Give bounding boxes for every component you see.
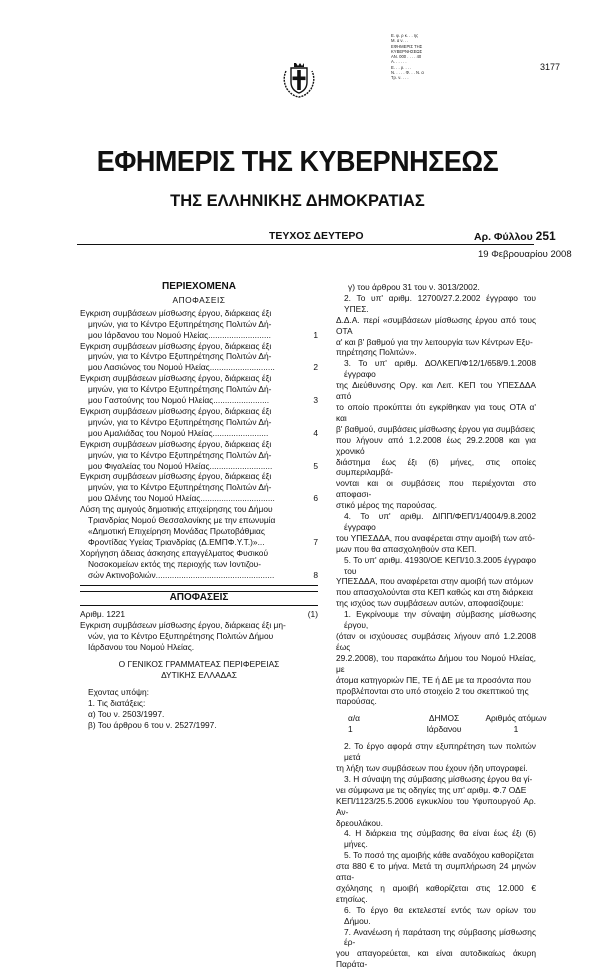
stamp-line: ΑΝ. 000 . . . . 40 bbox=[391, 54, 422, 60]
paragraph bbox=[336, 741, 536, 774]
toc-entry-line: «Δημοτική Επιχείρηση Μονάδας Πρωτοβάθμιας bbox=[88, 525, 265, 536]
paragraph bbox=[336, 293, 536, 358]
issue-date: 19 Φεβρουαρίου 2008 bbox=[478, 249, 572, 260]
toc-entry-line: μηνών, για το Κέντρο Εξυπηρέτησης Πολιτών Δή- bbox=[88, 482, 272, 493]
toc-entry-line: Λύση της αμιγούς δημοτικής επιχείρησης του Δήμου bbox=[80, 504, 273, 515]
paragraph bbox=[336, 511, 536, 555]
toc-page-number: 7 bbox=[313, 536, 318, 547]
toc-entry-line: Εγκριση συμβάσεων μίσθωσης έργου, διάρκειας έξι bbox=[80, 373, 272, 384]
toc-entry bbox=[80, 439, 318, 472]
paragraph-line: (όταν οι ισχύουσες συμβάσεις λήγουν από 1.2.2008 έως bbox=[336, 631, 536, 652]
toc-entry-line: Χορήγηση άδειας άσκησης επαγγέλματος Φυσικού bbox=[80, 547, 269, 558]
provisions-list bbox=[80, 698, 318, 731]
toc-entry bbox=[80, 341, 318, 374]
toc-entry-line: μηνών, για το Κέντρο Εξυπηρέτησης Πολιτών Δή- bbox=[88, 384, 272, 395]
contents-heading: ΠΕΡΙΕΧΟΜΕΝΑ bbox=[162, 281, 236, 292]
toc-entry-line: μηνών, για το Κέντρο Εξυπηρέτησης Πολιτών Δή- bbox=[88, 351, 272, 362]
paragraph bbox=[336, 609, 536, 707]
paragraph-line: 5. Το ποσό της αμοιβής κάθε αναδόχου καθορίζεται bbox=[344, 850, 534, 861]
toc-entry-line: Εγκριση συμβάσεων μίσθωσης έργου, διάρκειας έξι bbox=[80, 405, 272, 416]
provision-line: α) Του ν. 2503/1997. bbox=[88, 708, 165, 719]
stamp-line: Ν. . . . . Φ. . . Ν. α bbox=[391, 70, 424, 76]
paragraph-line: 1. Εγκρίνουμε την σύναψη σύμβασης μίσθωσης έργου, bbox=[344, 609, 536, 631]
page-number: 3177 bbox=[540, 62, 561, 72]
considering-label: Εχοντας υπόψη: bbox=[88, 686, 149, 697]
toc-page-number: 2 bbox=[313, 362, 318, 373]
divider bbox=[80, 585, 318, 586]
toc-page-number: 8 bbox=[313, 569, 318, 580]
toc-entry-line: Εγκριση συμβάσεων μίσθωσης έργου, διάρκειας έξι bbox=[80, 471, 272, 482]
paragraph-line: σχόλησης η αμοιβή καθορίζεται στις 12.000 € ετησίως. bbox=[336, 882, 536, 904]
toc-entry-line: Εγκριση συμβάσεων μίσθωσης έργου, διάρκειας έξι bbox=[80, 438, 272, 449]
paragraph bbox=[336, 358, 536, 511]
toc-entry bbox=[80, 406, 318, 439]
decision-body bbox=[336, 282, 536, 707]
sheet-number bbox=[474, 229, 556, 243]
toc-entry-line: μηνών, για το Κέντρο Εξυπηρέτησης Πολιτών Δή- bbox=[88, 449, 272, 460]
toc-entry-line: Εγκριση συμβάσεων μίσθωσης έργου, διάρκειας έξι bbox=[80, 340, 272, 351]
stamp-line: ΚΥΒΕΡΝΗΣΕΩΣ bbox=[391, 48, 423, 54]
stamp-line: Τρ. ν. . . . bbox=[391, 75, 409, 81]
decision-title-line: νών, για το Κέντρο Εξυπηρέτησης Πολιτών Δήμου bbox=[88, 631, 274, 642]
greek-coat-of-arms-icon bbox=[282, 62, 316, 98]
municipality-table bbox=[348, 713, 547, 735]
archive-stamp bbox=[391, 33, 461, 81]
paragraph-line: διάστημα έως έξι (6) μήνες, στις οποίες συμπεριλαμβά- bbox=[336, 456, 536, 478]
decision-title-line: Ιάρδανου του Νομού Ηλείας. bbox=[88, 642, 195, 653]
paragraph-line: 2. Το υπ' αριθμ. 12700/27.2.2002 έγγραφο του ΥΠΕΣ. bbox=[344, 292, 536, 314]
paragraph-line: Δ.Δ.Α. περί «συμβάσεων μίσθωσης έργου από τους ΟΤΑ bbox=[336, 314, 536, 336]
paragraph-line: 4. Η διάρκεια της σύμβασης θα είναι έως έξι (6) μήνες. bbox=[344, 828, 536, 850]
toc-entry-line: μου Ιάρδανου του Νομού Ηλείας........................... bbox=[88, 329, 271, 340]
toc-entry-line: μου Φιγαλείας του Νομού Ηλείας........................... bbox=[88, 460, 273, 471]
table-cell: Ιάρδανου bbox=[426, 724, 462, 735]
paragraph-line: της Διεύθυνσης Οργ. και Λειτ. ΚΕΠ του ΥΠΕΣΔΔΑ από bbox=[336, 380, 536, 402]
decision-title-line: Εγκριση συμβάσεων μίσθωσης έργου, διάρκειας έξι μη- bbox=[80, 620, 286, 631]
paragraph-line: 5. Το υπ' αριθμ. 41930/ΟΕ ΚΕΠ/10.3.2005 έγγραφο του bbox=[344, 554, 536, 576]
decision-title bbox=[80, 620, 318, 653]
table-header-cell: ΔΗΜΟΣ bbox=[428, 713, 460, 724]
paragraph-line: α' και β' βαθμού για την λειτουργία των Κέντρων Εξυ- bbox=[336, 336, 533, 347]
sheet-number-value: 251 bbox=[535, 229, 556, 243]
paragraph-line: που λήγουν από 1.2.2008 έως 29.2.2008 και για χρονικό bbox=[336, 434, 536, 456]
provision-line: 1. Τις διατάξεις: bbox=[88, 697, 146, 708]
paragraph-line: στα 880 € το μήνα. Μετά τη συμπλήρωση 24 μηνών απα- bbox=[336, 861, 536, 883]
paragraph-line: δρεουλάκου. bbox=[336, 817, 383, 828]
paragraph bbox=[336, 774, 536, 829]
toc-entry bbox=[80, 308, 318, 341]
table-cell: 1 bbox=[348, 724, 353, 735]
stamp-line: Α. . . . . . bbox=[391, 59, 407, 65]
decisions-subheading: ΑΠΟΦΑΣΕΙΣ bbox=[172, 294, 226, 305]
paragraph-line: παρούσας. bbox=[336, 696, 377, 707]
stamp-line: Ε. . . ρ. . . . bbox=[391, 64, 412, 70]
table-cell: 1 bbox=[513, 724, 519, 735]
paragraph-line: προβλέπονται στο υπό στοιχείο 2 του σκεπτικού της bbox=[336, 685, 529, 696]
table-header-cell: Αριθμός ατόμων bbox=[485, 713, 547, 724]
decision-number-row bbox=[80, 609, 318, 620]
toc-page-number: 1 bbox=[313, 329, 318, 340]
decision-number: Αριθμ. 1221 bbox=[80, 609, 125, 620]
toc-page-number: 4 bbox=[313, 427, 318, 438]
issue-type: ΤΕΥΧΟΣ ΔΕΥΤΕΡΟ bbox=[269, 230, 364, 242]
decision-marker: (1) bbox=[307, 609, 318, 620]
stamp-line: ΕΦΗΜΕΡΙΣ ΤΗΣ bbox=[391, 43, 423, 49]
paragraph-line: 2. Το έργο αφορά στην εξυπηρέτηση των πολιτών μετά bbox=[344, 741, 536, 763]
gazette-title: ΕΦΗΜΕΡΙΣ ΤΗΣ ΚΥΒΕΡΝΗΣΕΩΣ bbox=[96, 146, 499, 178]
toc-page-number: 6 bbox=[313, 493, 318, 504]
table-of-contents bbox=[80, 308, 318, 581]
paragraph-line: της ισχύος των συμβάσεων αυτών, αποφασίζουμε: bbox=[336, 598, 524, 609]
paragraph-line: 4. Το υπ' αριθμ. ΔΙΠΠ/ΦΕΠ/1/4004/9.8.2002 έγγραφο bbox=[344, 511, 536, 532]
paragraph-line: πηρέτησης Πολιτών». bbox=[336, 347, 417, 358]
stamp-line: Ε. φ. ρ κ. . . ης bbox=[391, 33, 419, 38]
masthead-rule bbox=[77, 244, 534, 245]
authority-line: ΔΥΤΙΚΗΣ ΕΛΛΑΔΑΣ bbox=[161, 669, 237, 680]
toc-entry-line: μου Ωλένης του Νομού Ηλείας................................ bbox=[88, 493, 275, 504]
toc-entry-line: σών Ακτινοβολιών................................................... bbox=[88, 569, 275, 580]
toc-entry bbox=[80, 504, 318, 548]
gazette-subtitle: ΤΗΣ ΕΛΛΗΝΙΚΗΣ ΔΗΜΟΚΡΑΤΙΑΣ bbox=[170, 192, 425, 210]
paragraph-line: στικό μέρος της παρούσας. bbox=[336, 500, 437, 511]
paragraph-line: 3. Το υπ' αριθμ. ΔΟΛΚΕΠ/Φ12/1/658/9.1.2008 έγγραφο bbox=[344, 358, 536, 380]
decision-terms bbox=[336, 741, 536, 970]
paragraph-line: β' βαθμού, συμβάσεις μίσθωσης έργου για συμβάσεις bbox=[336, 423, 535, 434]
left-column bbox=[80, 282, 318, 730]
toc-entry bbox=[80, 548, 318, 581]
toc-entry bbox=[80, 471, 318, 504]
toc-entry-line: μου Γαστούνης του Νομού Ηλείας........................ bbox=[88, 395, 270, 406]
issuing-authority bbox=[80, 659, 318, 681]
paragraph-line: ΚΕΠ/1123/25.5.2006 εγκυκλίου του Υφυπουργού Αρ. Αν- bbox=[336, 795, 536, 817]
paragraph-line: γου απαγορεύεται, και είναι αυτοδικαίως άκυρη Παράτα- bbox=[336, 948, 536, 970]
toc-entry-line: Φροντίδας Υγείας Τριανδρίας (Δ.ΕΜΠΦ.Υ.Τ.)»... bbox=[88, 536, 265, 547]
paragraph-line: του ΥΠΕΣΔΔΑ, που αναφέρεται στην αμοιβή των ατό- bbox=[336, 532, 535, 543]
stamp-line: Μ. α ν. . . bbox=[391, 38, 409, 44]
paragraph-line: νει σύμφωνα με τις οδηγίες της υπ' αριθμ. Φ.7 ΟΔΕ bbox=[336, 784, 527, 795]
paragraph-line: το οποίο προκύπτει ότι εγκρίθηκαν για τους ΟΤΑ α' και bbox=[336, 401, 536, 423]
toc-entry-line: μου Αμαλιάδας του Νομού Ηλείας........................ bbox=[88, 427, 269, 438]
paragraph-line: 3. Η σύναψη της σύμβασης μίσθωσης έργου θα γί- bbox=[344, 773, 533, 784]
toc-entry-line: Νοσοκομείων εκτός της περιοχής των Ιοντιζου- bbox=[88, 558, 262, 569]
toc-entry-line: Εγκριση συμβάσεων μίσθωσης έργου, διάρκειας έξι bbox=[80, 307, 272, 318]
paragraph-line: νονται και οι συμβάσεις που περιέχονται στο αποφασι- bbox=[336, 478, 536, 500]
toc-entry-line: Τριανδρίας Νομού Θεσσαλονίκης με την επωνυμία bbox=[88, 515, 276, 526]
paragraph-line: 29.2.2008), του παρακάτω Δήμου του Νομού Ηλείας, με bbox=[336, 652, 536, 674]
paragraph-line: 6. Το έργο θα εκτελεστεί εντός των ορίων του Δήμου. bbox=[344, 904, 536, 926]
paragraph-line: μων που θα απασχοληθούν στα ΚΕΠ. bbox=[336, 543, 477, 554]
paragraph-line: που απασχολούνται στα ΚΕΠ καθώς και στη διάρκεια bbox=[336, 587, 533, 598]
right-column bbox=[336, 282, 547, 970]
paragraph-line: άτομα κατηγοριών ΠΕ, ΤΕ ή ΔΕ με τα προσόντα που bbox=[336, 674, 532, 685]
table-header-cell: α/α bbox=[348, 713, 361, 724]
paragraph bbox=[336, 282, 536, 293]
paragraph-line: γ) του άρθρου 31 του ν. 3013/2002. bbox=[348, 282, 480, 292]
paragraph bbox=[336, 555, 536, 610]
sheet-label: Αρ. Φύλλου bbox=[474, 231, 533, 243]
toc-entry-line: μηνών, για το Κέντρο Εξυπηρέτησης Πολιτών Δή- bbox=[88, 416, 272, 427]
paragraph-line: ΥΠΕΣΔΔΑ, που αναφέρεται στην αμοιβή των ατόμων bbox=[336, 576, 534, 587]
provision-line: β) Του άρθρου 6 του ν. 2527/1997. bbox=[88, 719, 217, 730]
toc-entry-line: μου Λασιώνος του Νομού Ηλείας............................ bbox=[88, 362, 275, 373]
toc-entry bbox=[80, 373, 318, 406]
paragraph bbox=[336, 905, 536, 927]
paragraph bbox=[336, 828, 536, 850]
paragraph-line: 7. Ανανέωση ή παράταση της σύμβασης μίσθωσης έρ- bbox=[344, 926, 536, 948]
paragraph bbox=[336, 927, 536, 970]
toc-entry-line: μηνών, για το Κέντρο Εξυπηρέτησης Πολιτών Δή- bbox=[88, 318, 272, 329]
toc-page-number: 3 bbox=[313, 395, 318, 406]
paragraph bbox=[336, 850, 536, 905]
toc-page-number: 5 bbox=[313, 460, 318, 471]
paragraph-line: τη λήξη των συμβάσεων που έχουν ήδη υπογραφεί. bbox=[336, 762, 528, 773]
decisions-heading: ΑΠΟΦΑΣΕΙΣ bbox=[80, 591, 318, 606]
authority-line: Ο ΓΕΝΙΚΟΣ ΓΡΑΜΜΑΤΕΑΣ ΠΕΡΙΦΕΡΕΙΑΣ bbox=[118, 659, 280, 669]
